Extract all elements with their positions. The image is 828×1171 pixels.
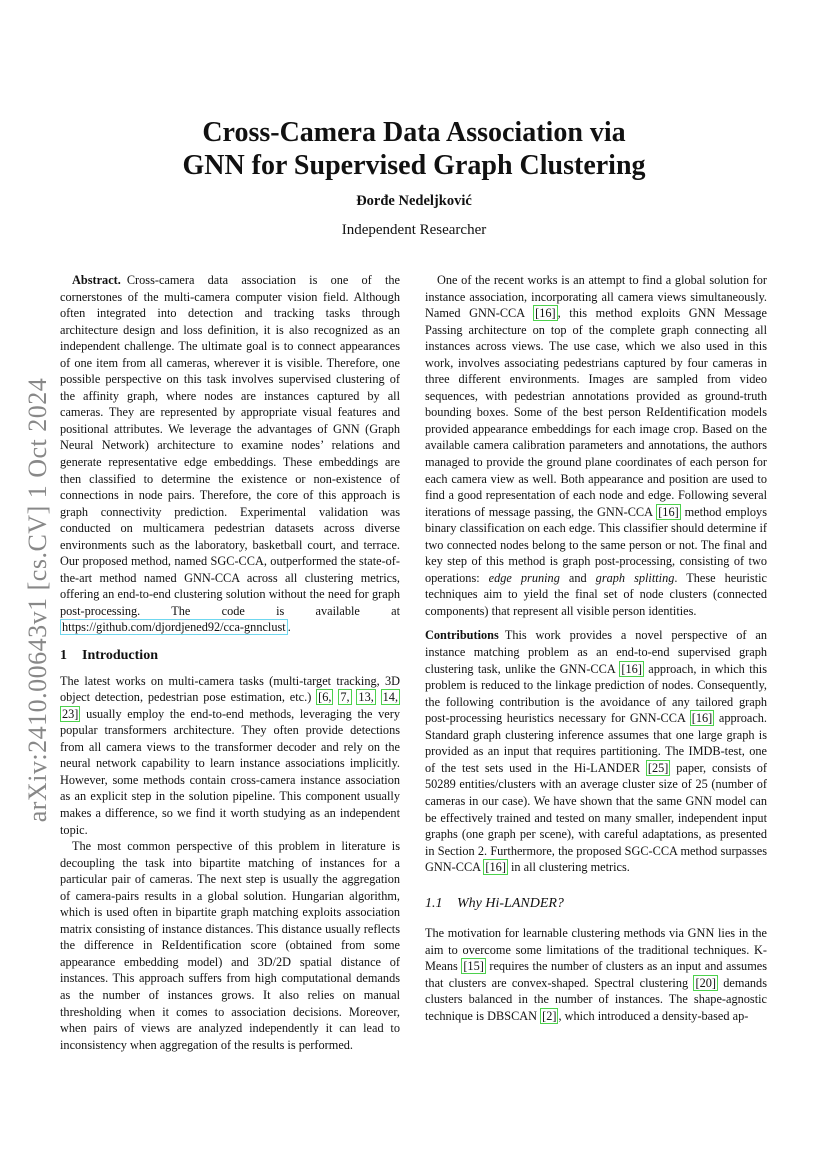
subsection-number: 1.1: [425, 895, 443, 911]
citation-link[interactable]: [20]: [695, 975, 716, 990]
abstract-text: Cross-camera data association is one of the cornerstones of the multi-camera computer vision field. Although often integrated into detection and tracking tasks through architecture design and loss definition, it is also recognized as an independent challenge. The ultimate goal is to connect appearances of one item from all cameras, wherever it is visible. Therefore, one possible perspective on this task involves supervised clustering of the affinity graph, where nodes are instances captured by all cameras. They are represented by appropriate visual features and positional attributes. We leverage the advantages of GNN (Graph Neural Network) architecture to examine nodes’ relations and generate representative edge embeddings. These embeddings are then classified to determine the existence or non-existence of connections in node pairs. Therefore, the core of this approach is graph connectivity prediction. Experimental validation was conducted on multicamera pedestrian datasets across diverse environments such as the laboratory, basketball court, and terrace. Our proposed method, named SGC-CCA, outperformed the state-of-the-art method named GNN-CCA across all clustering metrics, offering an end-to-end clustering solution without the need for graph post-processing. The code is available at: [60, 273, 400, 618]
citation-link[interactable]: 7,: [340, 690, 350, 705]
emphasis-text: edge pruning: [488, 570, 560, 585]
paper-title: [100, 116, 728, 182]
citation-link[interactable]: [25]: [647, 760, 669, 775]
citation-link[interactable]: 23]: [62, 706, 79, 721]
abstract-end: .: [287, 620, 291, 635]
citation-link[interactable]: [16]: [691, 711, 713, 726]
subsection-heading-why-hi-lander: [425, 896, 767, 913]
abstract-label: Abstract.: [72, 273, 121, 287]
why-paragraph: [425, 925, 767, 1024]
body-text: One of the recent works is an attempt to find a global solution for instance association, incorporating all camera views simultaneously. Named GNN-CCA: [425, 273, 767, 321]
body-text: The motivation for learnable clustering methods via GNN lies in the aim to overcome some limitations of the traditional techniques. K-Means: [425, 926, 767, 974]
right-column: [425, 272, 767, 1025]
title-line-1: Cross-Camera Data Association via: [202, 117, 626, 148]
citation-link[interactable]: 13,: [358, 690, 374, 705]
title-line-2: GNN for Supervised Graph Clustering: [182, 150, 646, 181]
section-heading-introduction: [60, 648, 400, 665]
author-affiliation: Independent Researcher: [341, 222, 487, 238]
body-text: requires the number of clusters as an input and assumes that clusters are convex-shaped. Spectral clustering: [425, 959, 768, 990]
abstract: [60, 272, 400, 636]
body-text: paper, consists of 50289 entities/clusters with an average cluster size of 25 (number of cameras in our case). We have shown that the same GNN model can be effectively trained and tested on many smaller, independent input graphs (one graph per scene), with careful adaptations, as presented in Section 2. Furthermore, the proposed SGC-CCA method surpasses GNN-CCA: [425, 760, 767, 875]
body-text: and: [559, 570, 596, 585]
citation-link[interactable]: [16]: [535, 306, 556, 321]
code-link[interactable]: https://github.com/djordjened92/cca-gnnclust: [62, 620, 286, 635]
body-text: in all clustering metrics.: [507, 860, 630, 875]
intro-text: usually employ the end-to-end methods, leveraging the very popular transformers architecture. They often provide detections from all camera views to the transformer decoder and rely on the neural network capability to learn instance associations implicitly. However, some methods contain cross-camera instance association as an explicit step in the solution pipeline. This component usually makes a difference, so we find it worth studying as an independent topic.: [60, 706, 400, 837]
citation-link[interactable]: [15]: [463, 959, 484, 974]
citation-link[interactable]: [16]: [485, 860, 506, 875]
body-text: , this method exploits GNN Message Passing architecture on top of the complete graph connecting all instances across views. The use case, which we also used in this work, involves associating pedestrians captured by four cameras in three different environments. Images are sampled from video sequences, with pedestrian annotations provided as ground-truth bounding boxes. Some of the best person ReIdentification models provided appearance embeddings for each image crop. Based on the available camera calibration parameters and annotations, the authors managed to provide the ground plane coordinates of each person for each camera view as well. Both appearance and position are used to find a good representation of each node and edge. Following several iterations of message passing, the GNN-CCA: [425, 306, 767, 519]
section-title: Introduction: [82, 648, 158, 664]
body-text: approach. Standard graph clustering inference assumes that one large graph is provided as an input that requires partitioning. The IMDB-test, one of the test sets used in the Hi-LANDER: [425, 711, 767, 775]
section-number: 1: [60, 648, 67, 664]
citation-link[interactable]: [2]: [542, 1008, 557, 1023]
body-text: demands clusters balanced in the number of instances. The shape-agnostic technique is DBSCAN: [425, 975, 767, 1023]
citation-link[interactable]: [16]: [658, 504, 679, 519]
contributions-paragraph: [425, 627, 767, 875]
arxiv-stamp: arXiv:2410.00643v1 [cs.CV] 1 Oct 2024: [23, 377, 52, 823]
body-text: method employs binary classification on each edge. This classifier should determine if two connected nodes belong to the same person or not. The final and key step of this method is graph post-processing, consisting of two operations:: [425, 504, 767, 585]
intro-text: The latest works on multi-camera tasks (multi-target tracking, 3D object detection, pedestrian pose estimation, etc.): [60, 673, 400, 705]
author-name: Đorđe Nedeljković: [356, 193, 472, 209]
citation-link[interactable]: [16]: [621, 661, 642, 676]
emphasis-text: graph splitting: [595, 570, 675, 585]
intro-paragraph-1: [60, 673, 400, 838]
contributions-label: Contributions: [425, 628, 499, 643]
body-text: , which introduced a density-based ap-: [558, 1008, 749, 1023]
subsection-title: Why Hi-LANDER?: [457, 895, 564, 911]
left-column: [60, 272, 400, 1053]
body-text: . These heuristic techniques aim to yield the final set of node clusters (connected components) that represent all visible person identities.: [425, 570, 767, 618]
body-text: approach, in which this problem is reduced to the linkage prediction of nodes. Consequently, the following contribution is the avoidance of any tailored graph post-processing heuristics necessary for GNN-CCA: [425, 661, 767, 726]
body-text: This work provides a novel perspective of an instance matching problem as an end-to-end supervised graph clustering task, unlike the GNN-CCA: [425, 628, 767, 676]
citation-link[interactable]: 14,: [382, 690, 399, 705]
intro-paragraph-2: The most common perspective of this problem in literature is decoupling the task into bipartite matching of instances for a particular pair of cameras. The next step is usually the aggregation of camera-pairs results in a global solution. Hungarian algorithm, which is used often in bipartite graph matching exploits association matrix consisting of instance distances. This distance usually reflects the difference in ReIdentification score (obtained from some appearance embedding model) and 3D/2D spatial distance of instances. This approach suffers from high computational demands as the number of instances grows. It also relies on manual thresholding when it comes to association decisions. Moreover, when pairs of views are analyzed independently it can lead to inconsistency when aggregation of the results is performed.: [60, 839, 400, 1052]
right-paragraph-1: [425, 272, 767, 619]
citation-link[interactable]: [6,: [318, 690, 332, 705]
